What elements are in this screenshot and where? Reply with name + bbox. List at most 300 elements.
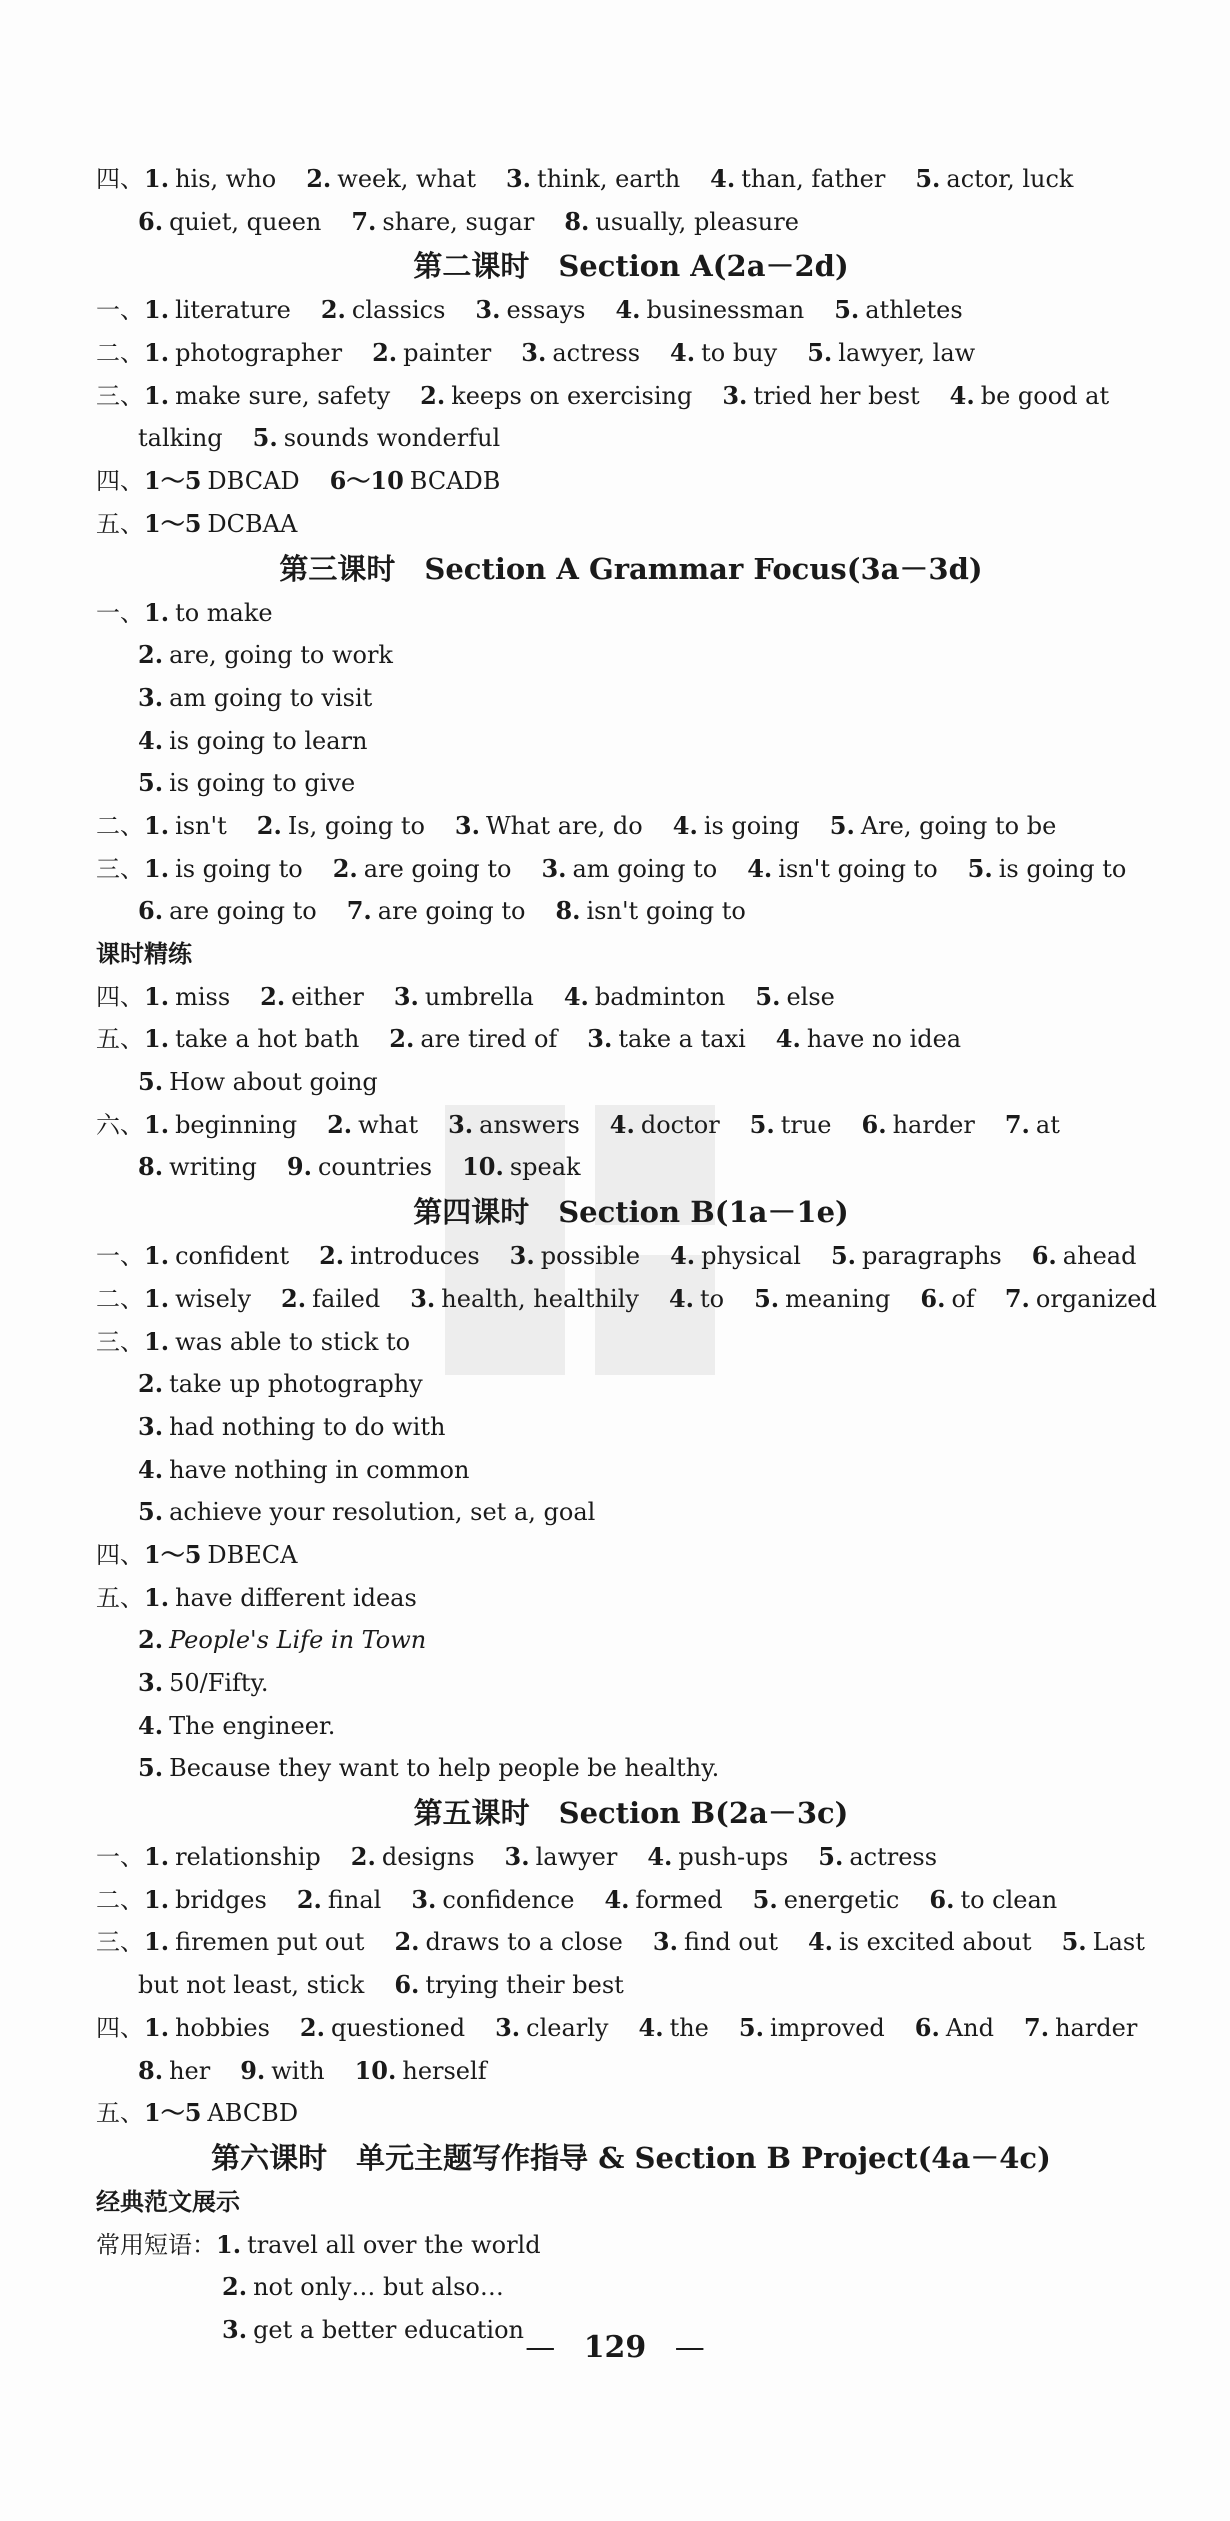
answer-item (281, 1278, 380, 1321)
answer-item (410, 1278, 639, 1321)
item-answer-text: achieve your resolution, set a, goal (169, 1498, 596, 1527)
item-answer-text: lawyer, law (838, 339, 976, 368)
answer-item (862, 1104, 975, 1147)
answer-item (144, 1534, 298, 1577)
item-number: 4. (670, 338, 696, 368)
footer-dash-right: — (674, 2330, 705, 2365)
question-group-marker: 四、 (96, 467, 144, 496)
answer-row (96, 1491, 1166, 1534)
item-answer-text: week, what (337, 165, 476, 193)
answer-row (96, 677, 1166, 720)
item-number: 4. (807, 1927, 834, 1957)
item-answer-text: failed (312, 1284, 381, 1313)
answer-item (808, 1921, 1032, 1964)
question-group-marker: 五、 (96, 1583, 144, 1612)
question-group-marker: 三、 (96, 381, 144, 410)
answer-item (564, 201, 799, 244)
item-number: 1. (144, 1927, 170, 1957)
item-answer-text: Is, going to (287, 811, 425, 840)
item-answer-text: photographer (175, 339, 343, 368)
item-number: 6. (861, 1109, 887, 1139)
item-number: 5. (754, 1283, 780, 1313)
item-number: 1. (144, 1326, 170, 1356)
answer-item (144, 2007, 270, 2050)
answer-item (753, 1879, 900, 1922)
section-heading: 第二课时 Section A(2a－2d) (413, 249, 849, 284)
answer-item (372, 332, 491, 375)
answer-item (750, 1104, 832, 1147)
item-number: 6. (914, 2012, 940, 2042)
item-number: 2. (138, 1369, 164, 1399)
item-answer-text: what (358, 1110, 419, 1139)
answer-item (950, 375, 1109, 418)
answer-row (96, 2224, 1166, 2267)
item-answer-text: had nothing to do with (169, 1412, 446, 1441)
answer-item (420, 375, 692, 418)
item-answer-text: athletes (865, 296, 963, 325)
item-answer-text: relationship (175, 1843, 321, 1872)
item-answer-text: trying their best (425, 1971, 624, 2000)
answer-row (96, 1662, 1166, 1705)
answer-item (555, 890, 745, 933)
item-number: 1. (144, 2012, 170, 2042)
answer-item (639, 2007, 709, 2050)
item-answer-text: sounds wonderful (283, 424, 501, 453)
answer-item (455, 805, 643, 848)
item-answer-text: final (327, 1885, 382, 1914)
question-group-marker: 五、 (96, 2099, 144, 2128)
item-number: 2. (260, 981, 286, 1011)
item-answer-text: have different ideas (175, 1583, 417, 1612)
item-number: 4. (615, 295, 641, 325)
item-answer-text: is going to (998, 854, 1127, 883)
item-number: 2. (320, 295, 346, 325)
item-answer-text: hobbies (175, 2013, 270, 2042)
answer-item (747, 848, 937, 891)
answer-item (144, 332, 342, 375)
answer-item (297, 1879, 382, 1922)
item-number: 5. (738, 2012, 764, 2042)
answer-item (834, 289, 963, 332)
question-group-marker: 六、 (96, 1110, 144, 1139)
answer-item (144, 1104, 297, 1147)
question-group-marker: 二、 (96, 1284, 144, 1313)
item-number: 6. (920, 1283, 946, 1313)
answer-row (96, 848, 1166, 891)
item-answer-text: actor, luck (946, 165, 1074, 193)
answer-item (144, 1278, 251, 1321)
answer-item (673, 805, 800, 848)
item-number: 5. (138, 1067, 164, 1097)
answer-item (521, 332, 640, 375)
answer-row (96, 1577, 1166, 1620)
item-number: 1. (144, 1024, 170, 1054)
answer-item (138, 1491, 595, 1534)
item-number: 2. (299, 2012, 325, 2042)
answer-item (216, 2224, 541, 2267)
answer-item (807, 332, 975, 375)
answer-item (1005, 1104, 1060, 1147)
item-answer-text: push-ups (678, 1843, 789, 1872)
item-number: 3. (509, 1241, 535, 1271)
answer-row (96, 976, 1166, 1019)
item-number: 3. (138, 682, 164, 712)
answer-item (653, 1921, 778, 1964)
item-answer-text: ABCBD (207, 2099, 299, 2128)
answer-row (96, 417, 1166, 460)
item-answer-text: confident (175, 1242, 290, 1271)
question-group-marker: 一、 (96, 598, 144, 627)
item-answer-text: share, sugar (382, 207, 535, 236)
answer-item (138, 677, 372, 720)
item-number: 4. (609, 1109, 635, 1139)
answer-item (929, 1879, 1057, 1922)
answer-item (144, 805, 227, 848)
answer-item (144, 375, 390, 418)
answer-item (615, 289, 804, 332)
item-answer-text: are tired of (420, 1025, 558, 1054)
item-number: 6. (138, 206, 164, 236)
item-number: 4. (647, 1842, 673, 1872)
answer-row (96, 158, 1166, 201)
item-answer-text: Are, going to be (860, 811, 1057, 840)
item-answer-text: actress (849, 1843, 938, 1872)
answer-item (144, 1018, 359, 1061)
answer-row (96, 1705, 1166, 1748)
item-number: 6. (394, 1970, 420, 2000)
item-number: 4. (949, 380, 975, 410)
answer-item (541, 848, 717, 891)
answer-item (144, 1577, 417, 1620)
answer-item (448, 1104, 580, 1147)
question-group-marker: 三、 (96, 1928, 144, 1957)
item-answer-text: physical (701, 1242, 801, 1271)
item-number: 1. (144, 1283, 170, 1313)
answer-row (96, 1363, 1166, 1406)
answer-item (739, 2007, 885, 2050)
item-number: 1. (144, 853, 170, 883)
item-number: 7. (346, 896, 372, 926)
item-number: 6. (138, 896, 164, 926)
item-number: 4. (670, 1241, 696, 1271)
answer-item (394, 1964, 623, 2007)
item-number: 4. (138, 725, 164, 755)
item-answer-text: but not least, stick (138, 1971, 365, 2000)
item-number: 2. (138, 1625, 164, 1655)
item-answer-text: writing (169, 1153, 257, 1182)
item-answer-text: take a taxi (618, 1025, 746, 1054)
item-answer-text: true (780, 1110, 832, 1139)
item-number: 5. (807, 338, 833, 368)
item-answer-text: BCADB (409, 467, 501, 496)
answer-item (253, 417, 501, 460)
section-heading: 第五课时 Section B(2a－3c) (413, 1796, 849, 1831)
item-number: 9. (286, 1152, 312, 1182)
answer-row (96, 1921, 1166, 1964)
answer-item (831, 1235, 1002, 1278)
item-answer-text: get a better education (253, 2315, 524, 2344)
subsection-heading: 经典范文展示 (96, 2186, 240, 2216)
answer-item (138, 1662, 269, 1705)
item-answer-text: beginning (175, 1110, 298, 1139)
item-answer-text: confidence (442, 1885, 575, 1914)
answer-item (138, 201, 321, 244)
answer-row (96, 332, 1166, 375)
item-answer-text: Last (1092, 1928, 1145, 1957)
item-number: 3. (521, 338, 547, 368)
item-number: 7. (1024, 2012, 1050, 2042)
item-answer-text: are going to (377, 897, 526, 926)
item-answer-text: isn't going to (586, 897, 746, 926)
item-answer-text: energetic (783, 1885, 900, 1914)
item-number: 2. (327, 1109, 353, 1139)
item-answer-text: his, who (175, 165, 277, 193)
answer-item (347, 890, 526, 933)
item-answer-text: classics (351, 296, 446, 325)
item-number: 8. (555, 896, 581, 926)
page-number: 129 (583, 2330, 647, 2365)
item-number: 3. (448, 1109, 474, 1139)
item-answer-text: isn't (175, 811, 227, 840)
answer-row (96, 1619, 1166, 1662)
item-answer-text: travel all over the world (247, 2230, 541, 2259)
answer-row (96, 1836, 1166, 1879)
item-answer-text: businessman (646, 296, 805, 325)
item-number: 4. (138, 1454, 164, 1484)
item-number: 6. (1031, 1241, 1057, 1271)
item-answer-text: am going to (572, 854, 718, 883)
answer-item (138, 720, 367, 763)
answer-row (96, 1321, 1166, 1364)
item-answer-text: introduces (350, 1242, 480, 1271)
item-number: 3. (454, 810, 480, 840)
question-group-marker: 五、 (96, 1025, 144, 1054)
item-answer-text: talking (138, 424, 223, 453)
item-number: 5. (1061, 1927, 1087, 1957)
item-number: 3. (505, 164, 532, 193)
answer-item (222, 2266, 504, 2309)
answer-item (321, 289, 446, 332)
item-number: 4. (604, 1884, 630, 1914)
answer-item (394, 976, 534, 1019)
question-group-marker: 一、 (96, 296, 144, 325)
item-answer-text: have no idea (806, 1025, 962, 1054)
item-answer-text: organized (1035, 1284, 1157, 1313)
item-number: 5. (752, 1884, 778, 1914)
answer-item (257, 805, 425, 848)
answer-item (647, 1836, 788, 1879)
answer-item (355, 2050, 487, 2093)
question-group-marker: 五、 (96, 509, 144, 538)
item-answer-text: speak (509, 1153, 581, 1182)
answer-item (670, 332, 777, 375)
item-number: 5. (138, 1753, 164, 1783)
answer-item (830, 805, 1057, 848)
item-number: 9. (240, 2055, 266, 2085)
item-number: 5. (138, 1497, 164, 1527)
answer-item (138, 1449, 469, 1492)
section-heading: 第三课时 Section A Grammar Focus(3a－3d) (279, 551, 983, 586)
subsection-heading: 课时精练 (96, 939, 192, 968)
item-answer-text: be good at (980, 381, 1110, 410)
item-answer-text: is going to (175, 854, 303, 883)
answer-item (722, 375, 919, 418)
item-number: 1. (144, 981, 170, 1011)
answer-item (144, 592, 273, 635)
item-number: 10. (462, 1152, 504, 1182)
answer-item (144, 158, 276, 201)
item-answer-text: am going to visit (169, 683, 373, 712)
item-answer-text: to buy (701, 339, 778, 368)
item-number: 6. (929, 1884, 955, 1914)
item-number: 3. (475, 295, 501, 325)
item-answer-text: People's Life in Town (169, 1626, 427, 1655)
item-answer-text: Because they want to help people be healthy. (169, 1754, 720, 1783)
answer-row (96, 460, 1166, 503)
item-answer-text: the (669, 2013, 709, 2042)
item-answer-text: was able to stick to (175, 1327, 411, 1356)
answer-row (96, 289, 1166, 332)
answer-item (138, 1964, 364, 2007)
answer-item (587, 1018, 746, 1061)
answer-item (505, 1836, 618, 1879)
item-answer-text: possible (540, 1242, 641, 1271)
item-number: 4. (668, 1283, 695, 1313)
answer-item (144, 976, 230, 1019)
answer-item (915, 158, 1073, 201)
item-answer-text: lawyer (535, 1843, 618, 1872)
item-number: 1. (144, 295, 170, 325)
item-number: 5. (830, 1241, 856, 1271)
item-answer-text: questioned (330, 2013, 466, 2042)
item-number: 1. (144, 1109, 170, 1139)
item-answer-text: 50/Fifty. (169, 1669, 269, 1697)
item-answer-text: improved (769, 2013, 885, 2042)
item-answer-text: formed (635, 1885, 723, 1914)
item-number: 7. (351, 206, 377, 236)
item-number: 3. (138, 1668, 164, 1697)
item-number: 1. (144, 597, 170, 627)
footer-dash-left: — (525, 2330, 556, 2365)
answer-row (96, 1534, 1166, 1577)
answer-item (300, 2007, 465, 2050)
item-answer-text: than, father (741, 165, 886, 193)
question-group-marker: 四、 (96, 165, 144, 193)
item-number: 5. (834, 295, 860, 325)
question-group-marker: 四、 (96, 2013, 144, 2042)
item-answer-text: meaning (785, 1284, 891, 1313)
answer-row (96, 1449, 1166, 1492)
item-number: 2. (372, 338, 398, 368)
answer-row (96, 2007, 1166, 2050)
item-answer-text: not only… but also… (253, 2273, 504, 2302)
item-number: 3. (138, 1411, 164, 1441)
item-number: 5. (818, 1842, 844, 1872)
answer-row (96, 375, 1166, 418)
answer-row (96, 1146, 1166, 1189)
answer-row (96, 1879, 1166, 1922)
item-answer-text: firemen put out (175, 1928, 365, 1957)
item-number: 2. (222, 2272, 248, 2302)
answer-item (394, 1921, 622, 1964)
item-number: 4. (672, 810, 698, 840)
answer-item (144, 1321, 410, 1364)
answer-item (333, 848, 512, 891)
answer-item (144, 1836, 321, 1879)
answer-item (670, 1235, 801, 1278)
item-number: 8. (138, 1152, 164, 1182)
answer-item (495, 2007, 608, 2050)
answer-item (138, 1406, 445, 1449)
item-number: 1. (144, 380, 170, 410)
answer-row (96, 1278, 1166, 1321)
item-number: 4. (563, 981, 589, 1011)
item-number: 2. (319, 1241, 345, 1271)
item-answer-text: badminton (594, 982, 726, 1011)
answer-item (818, 1836, 937, 1879)
answer-item (564, 976, 726, 1019)
item-answer-text: are going to (169, 897, 317, 926)
item-answer-text: tried her best (753, 381, 920, 410)
item-answer-text: painter (403, 339, 492, 368)
item-number: 2. (296, 1884, 322, 1914)
answer-item (1062, 1921, 1145, 1964)
page-footer (0, 2330, 1230, 2365)
item-number: 2. (256, 810, 282, 840)
question-group-marker: 二、 (96, 811, 144, 840)
item-number: 2. (138, 640, 164, 670)
answer-row (96, 805, 1166, 848)
answer-item (144, 1879, 267, 1922)
item-answer-text: harder (892, 1110, 975, 1139)
item-number: 1. (144, 1582, 170, 1612)
answer-item (754, 1278, 890, 1321)
item-answer-text: is going to give (169, 769, 356, 798)
item-answer-text: harder (1055, 2013, 1138, 2042)
item-answer-text: take up photography (169, 1370, 423, 1399)
answer-item (138, 1705, 335, 1748)
item-answer-text: designs (381, 1843, 475, 1872)
answer-item (1032, 1235, 1137, 1278)
item-number: 4. (775, 1024, 801, 1054)
item-number: 5. (138, 768, 164, 798)
answer-item (144, 1235, 289, 1278)
item-number: 4. (710, 164, 736, 193)
answer-item (755, 976, 834, 1019)
answer-item (138, 1146, 257, 1189)
section-heading: 第四课时 Section B(1a－1e) (413, 1195, 849, 1230)
answer-row (96, 890, 1166, 933)
item-answer-text: doctor (640, 1110, 720, 1139)
item-number: 1～5 (144, 1539, 202, 1569)
item-answer-text: think, earth (537, 165, 681, 193)
answer-row (96, 1964, 1166, 2007)
item-number: 3. (393, 981, 419, 1011)
answer-item (915, 2007, 994, 2050)
answer-item (506, 158, 680, 201)
item-answer-text: health, healthily (441, 1284, 639, 1313)
answer-item (330, 460, 501, 503)
item-number: 3. (410, 1283, 436, 1313)
item-number: 1. (144, 338, 170, 368)
section-heading: 第六课时 单元主题写作指导 & Section B Project(4a－4c) (211, 2140, 1051, 2175)
answer-item (138, 890, 317, 933)
item-number: 7. (1004, 1283, 1030, 1313)
item-number: 2. (281, 1283, 307, 1313)
item-number: 5. (755, 981, 781, 1011)
answer-row (96, 201, 1166, 244)
item-number: 1～5 (144, 466, 202, 496)
